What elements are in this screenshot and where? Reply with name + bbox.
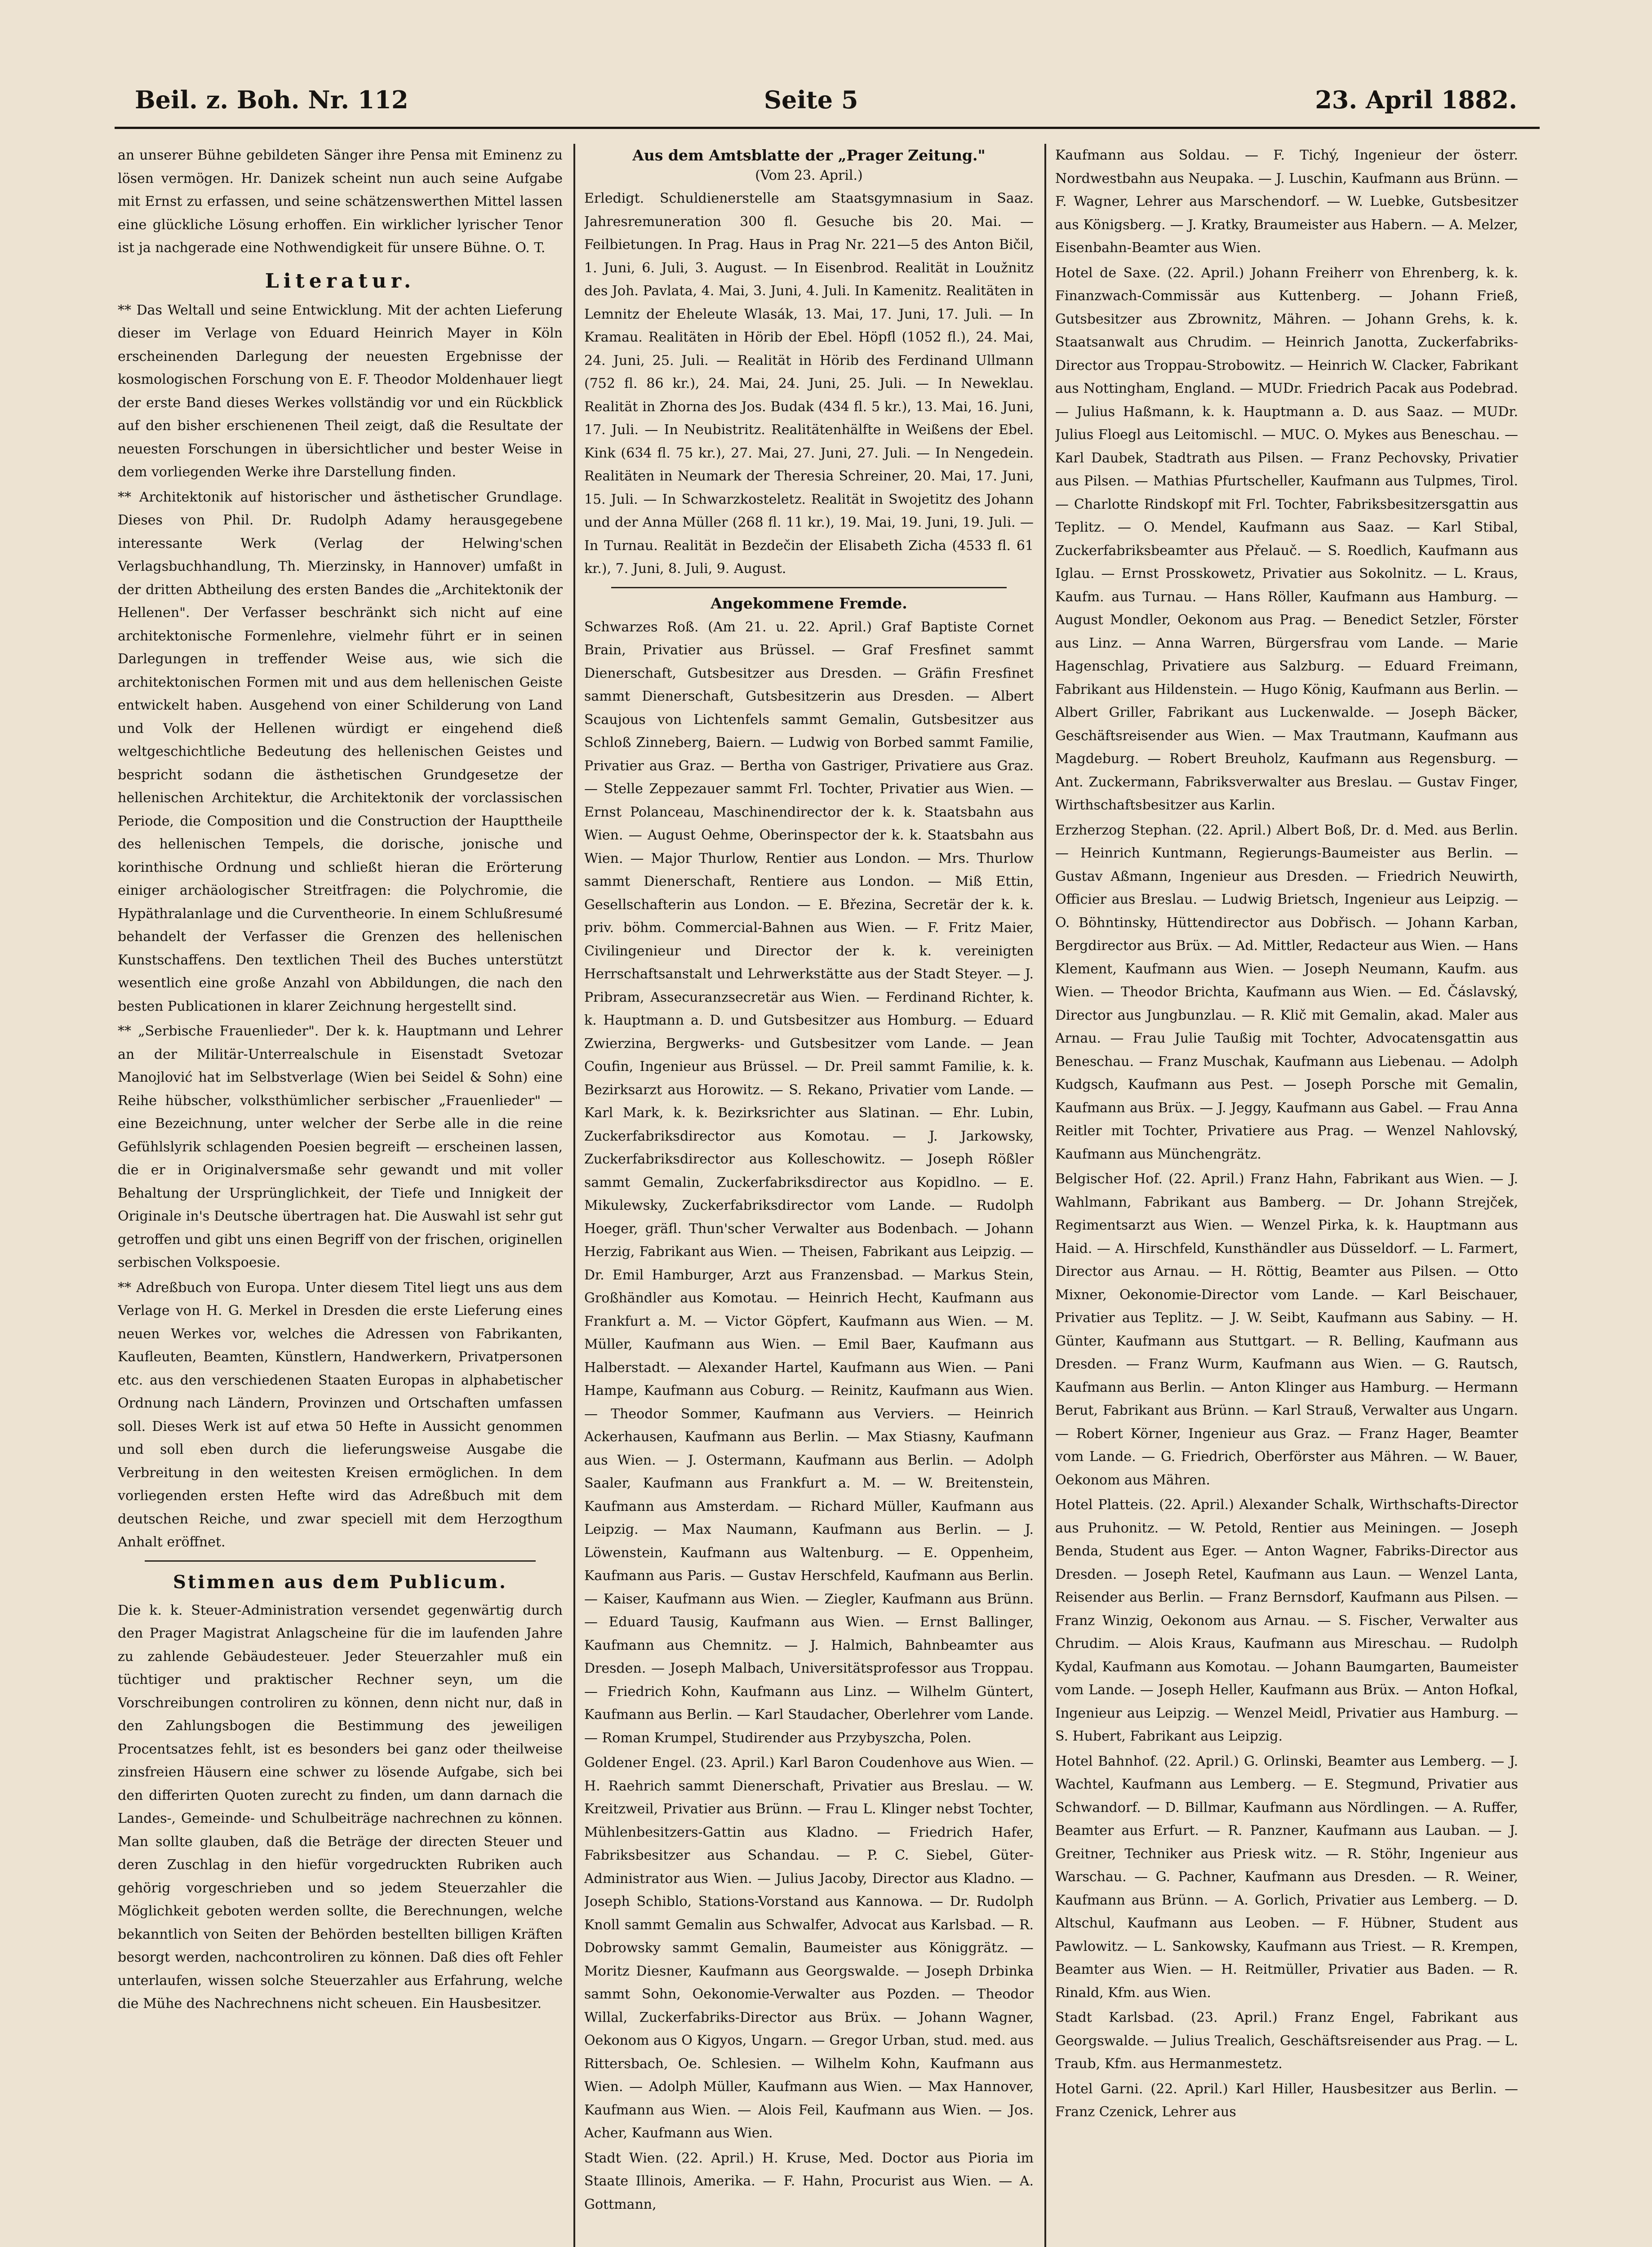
hotel-stadt-wien: Stadt Wien. (22. April.) H. Kruse, Med. Doctor aus Pioria im Staate Illinois, Amerika. — F. Hahn, Procurist aus Wien. — A. Gottmann,: [584, 2150, 1034, 2212]
theatre-review-end: an unserer Bühne gebildeten Sänger ihre Pensa mit Eminenz zu lösen vermögen. Hr. Danizek scheint nun auch seine Aufgabe mit Ernst zu erfassen, und seine schätzenswerthen Mittel lassen eine glückliche Lösung erhoffen. Ein wirklicher lyrischer Tenor ist ja nachgerade eine Nothwendigkeit für unsere Bühne. O. T.: [118, 147, 563, 256]
hotel-belgischer-hof: Belgischer Hof. (22. April.) Franz Hahn, Fabrikant aus Wien. — J. Wahlmann, Fabrikant aus Bamberg. — Dr. Johann Strejček, Regimentsarzt aus Wien. — Wenzel Pirka, k. k. Hauptmann aus Haid. — A. Hirschfeld, Kunsthändler aus Düsseldorf. — L. Farmert, Director aus Arnau. — H. Röttig, Beamter aus Pilsen. — Otto Mixner, Oekonomie-Director vom Lande. — Karl Beischauer, Privatier aus Teplitz. — J. W. Seibt, Kaufmann aus Sabiny. — H. Günter, Kaufmann aus Stuttgart. — R. Belling, Kaufmann aus Dresden. — Franz Wurm, Kaufmann aus Wien. — G. Rautsch, Kaufmann aus Berlin. — Anton Klinger aus Hamburg. — Hermann Berut, Fabrikant aus Brünn. — Karl Strauß, Verwalter aus Ungarn. — Robert Körner, Ingenieur aus Graz. — Franz Hager, Beamter vom Lande. — G. Friedrich, Oberförster aus Mähren. — W. Bauer, Oekonom aus Mähren.: [1055, 1171, 1518, 1488]
hotel-garni: Hotel Garni. (22. April.) Karl Hiller, Hausbesitzer aus Berlin. — Franz Czenick, Lehrer aus: [1055, 2081, 1518, 2120]
section-heading-fremde: Angekommene Fremde.: [711, 594, 907, 612]
hotel-erzherzog-stephan: Erzherzog Stephan. (22. April.) Albert Boß, Dr. d. Med. aus Berlin. — Heinrich Kuntmann, Regierungs-Baumeister aus Berlin. — Gustav Aßmann, Ingenieur aus Dresden. — Friedrich Neuwirth, Officier aus Breslau. — Ludwig Brietsch, Ingenieur aus Leipzig. — O. Böhntinsky, Hüttendirector aus Dobřisch. — Johann Karban, Bergdirector aus Brüx. — Ad. Mittler, Redacteur aus Wien. — Hans Klement, Kaufmann aus Wien. — Joseph Neumann, Kaufm. aus Wien. — Theodor Brichta, Kaufmann aus Wien. — Ed. Čáslavský, Director aus Jungbunzlau. — R. Klič mit Gemalin, akad. Maler aus Arnau. — Frau Julie Taußig mit Tochter, Advocatensgattin aus Beneschau. — Franz Muschak, Kaufmann aus Liebenau. — Adolph Kudgsch, Kaufmann aus Pest. — Joseph Porsche mit Gemalin, Kaufmann aus Brüx. — J. Jeggy, Kaufmann aus Gabel. — Frau Anna Reitler mit Tochter, Privatiere aus Prag. — Wenzel Nahlovský, Kaufmann aus Münchengrätz.: [1055, 822, 1518, 1162]
hotel-stadt-karlsbad: Stadt Karlsbad. (23. April.) Franz Engel, Fabrikant aus Georgswalde. — Julius Trealich, Geschäftsreisender aus Prag. — L. Traub, Kfm. aus Hermanmestetz.: [1055, 2010, 1518, 2072]
section-divider: [145, 1560, 536, 1562]
amtsblatt-date: (Vom 23. April.): [755, 168, 863, 183]
hotel-platteis: Hotel Platteis. (22. April.) Alexander Schalk, Wirthschafts-Director aus Pruhonitz. — W. Petold, Rentier aus Meiningen. — Joseph Benda, Student aus Eger. — Anton Wagner, Fabriks-Director aus Dresden. — Joseph Retel, Kaufmann aus Laun. — Wenzel Lanta, Reisender aus Berlin. — Franz Bernsdorf, Kaufmann aus Pilsen. — Franz Winzig, Oekonom aus Arnau. — S. Fischer, Verwalter aus Chrudim. — Alois Kraus, Kaufmann aus Mireschau. — Rudolph Kydal, Kaufmann aus Komotau. — Johann Baumgarten, Baumeister vom Lande. — Joseph Heller, Kaufmann aus Brüx. — Anton Hofkal, Ingenieur aus Leipzig. — Wenzel Meidl, Privatier aus Hamburg. — S. Hubert, Fabrikant aus Leipzig.: [1055, 1497, 1518, 1744]
section-heading-amtsblatt: Aus dem Amtsblatte der „Prager Zeitung.": [632, 147, 986, 164]
hotel-schwarzes-ross: Schwarzes Roß. (Am 21. u. 22. April.) Graf Baptiste Cornet Brain, Privatier aus Brüssel. — Graf Fresfinet sammt Dienerschaft, Gutsbesitzer aus Dresden. — Gräfin Fresfinet sammt Dienerschaft, Gutsbesitzerin aus Dresden. — Albert Scaujous von Lichtenfels sammt Gemalin, Gutsbesitzer aus Schloß Zinneberg, Baiern. — Ludwig von Borbed sammt Familie, Privatier aus Graz. — Bertha von Gastriger, Privatiere aus Graz. — Stelle Zeppezauer sammt Frl. Tochter, Privatier aus Wien. — Ernst Polanceau, Maschinendirector der k. k. Staatsbahn aus Wien. — August Oehme, Oberinspector der k. k. Staatsbahn aus Wien. — Major Thurlow, Rentier aus London. — Mrs. Thurlow sammt Dienerschaft, Rentiere aus London. — Miß Ettin, Gesellschafterin aus London. — E. Březina, Secretär der k. k. priv. böhm. Commercial-Bahnen aus Wien. — F. Fritz Maier, Civilingenieur und Director der k. k. vereinigten Herrschaftsanstalt und Lehrwerkstätte aus der Stadt Steyer. — J. Pribram, Assecuranzsecretär aus Wien. — Ferdinand Richter, k. k. Hauptmann a. D. und Gutsbesitzer aus Homburg. — Eduard Zwierzina, Bergwerks- und Gutsbesitzer vom Lande. — Jean Coufin, Ingenieur aus Brüssel. — Dr. Preil sammt Familie, k. k. Bezirksarzt aus Horowitz. — S. Rekano, Privatier vom Lande. — Karl Mark, k. k. Bezirksrichter aus Slatinan. — Ehr. Lubin, Zuckerfabriksdirector aus Komotau. — J. Jarkowsky, Zuckerfabriksdirector aus Kolleschowitz. — Joseph Rößler sammt Gemalin, Zuckerfabriksdirector aus Kopidlno. — E. Mikulewsky, Zuckerfabriksdirector vom Lande. — Rudolph Hoeger, gräfl. Thun'scher Verwalter aus Bodenbach. — Johann Herzig, Fabrikant aus Wien. — Theisen, Fabrikant aus Leipzig. — Dr. Emil Hamburger, Arzt aus Franzensbad. — Markus Stein, Großhändler aus Komotau. — Heinrich Hecht, Kaufmann aus Frankfurt a. M. — Victor Göpfert, Kaufmann aus Wien. — M. Müller, Kaufmann aus Wien. — Emil Baer, Kaufmann aus Halberstadt. — Alexander Hartel, Kaufmann aus Wien. — Pani Hampe, Kaufmann aus Coburg. — Reinitz, Kaufmann aus Wien. — Theodor Sommer, Kaufmann aus Verviers. — Heinrich Ackerhausen, Kaufmann aus Berlin. — Max Stiasny, Kaufmann aus Wien. — J. Ostermann, Kaufmann aus Berlin. — Adolph Saaler, Kaufmann aus Frankfurt a. M. — W. Breitenstein, Kaufmann aus Amsterdam. — Richard Müller, Kaufmann aus Leipzig. — Max Naumann, Kaufmann aus Berlin. — J. Löwenstein, Kaufmann aus Waltenburg. — E. Oppenheim, Kaufmann aus Paris. — Gustav Herschfeld, Kaufmann aus Berlin. — Kaiser, Kaufmann aus Wien. — Ziegler, Kaufmann aus Brünn. — Eduard Tausig, Kaufmann aus Wien. — Ernst Ballinger, Kaufmann aus Chemnitz. — J. Halmich, Bahnbeamter aus Dresden. — Joseph Malbach, Universitätsprofessor aus Troppau. — Friedrich Kohn, Kaufmann aus Linz. — Wilhelm Güntert, Kaufmann aus Berlin. — Karl Staudacher, Oberlehrer vom Lande. — Roman Krumpel, Studirender aus Przybyszcha, Polen.: [584, 619, 1034, 1746]
column-1: [118, 144, 563, 2247]
header-rule: [115, 127, 1540, 129]
column-rule-1: [573, 144, 575, 2247]
article-adressbuch: ** Adreßbuch von Europa. Unter diesem Titel liegt uns aus dem Verlage von H. G. Merkel in Dresden die erste Lieferung eines neuen Werkes vor, welches die Adressen von Fabrikanten, Kaufleuten, Beamten, Künstlern, Handwerkern, Privatpersonen etc. aus den verschiedenen Staaten Europas in alphabetischer Ordnung nach Ländern, Provinzen und Ortschaften umfassen soll. Dieses Werk ist auf etwa 50 Hefte in Aussicht genommen und soll eben durch die lieferungsweise Ausgabe die Verbreitung in den weitesten Kreisen ermöglichen. In dem vorliegenden ersten Hefte wird das Adreßbuch mit dem deutschen Reiche, und zwar speciell mit dem Herzogthum Anhalt eröffnet.: [118, 1279, 563, 1550]
column-rule-2: [1044, 144, 1046, 2247]
hotel-de-saxe: Hotel de Saxe. (22. April.) Johann Freiherr von Ehrenberg, k. k. Finanzwach-Commissär aus Kuttenberg. — Johann Frieß, Gutsbesitzer aus Zbrownitz, Mähren. — Johann Grehs, k. k. Staatsanwalt aus Chrudim. — Heinrich Janotta, Zuckerfabriks-Director aus Troppau-Strobowitz. — Heinrich W. Clacker, Fabrikant aus Nottingham, England. — MUDr. Friedrich Pacak aus Podebrad. — Julius Haßmann, k. k. Hauptmann a. D. aus Saaz. — MUDr. Julius Floegl aus Leitomischl. — MUC. O. Mykes aus Beneschau. — Karl Daubek, Stadtrath aus Pilsen. — Franz Pechovsky, Privatier aus Pilsen. — Mathias Pfurtscheller, Kaufmann aus Tulpmes, Tirol. — Charlotte Rindskopf mit Frl. Tochter, Fabriksbesitzersgattin aus Teplitz. — O. Mendel, Kaufmann aus Saaz. — Karl Stibal, Zuckerfabriksbeamter aus Přelauč. — S. Roedlich, Kaufmann aus Iglau. — Ernst Prosskowetz, Privatier aus Sokolnitz. — L. Kraus, Kaufm. aus Turnau. — Hans Röller, Kaufmann aus Hamburg. — August Mondler, Oekonom aus Prag. — Benedict Setzler, Förster aus Linz. — Anna Warren, Bürgersfrau vom Lande. — Marie Hagenschlag, Privatiere aus Salzburg. — Eduard Freimann, Fabrikant aus Hildenstein. — Hugo König, Kaufmann aus Berlin. — Albert Griller, Fabrikant aus Luckenwalde. — Joseph Bäcker, Geschäftsreisender aus Wien. — Max Trautmann, Kaufmann aus Magdeburg. — Robert Breuholz, Kaufmann aus Regensburg. — Ant. Zuckermann, Fabriksverwalter aus Breslau. — Gustav Finger, Wirthschaftsbesitzer aus Karlin.: [1055, 265, 1518, 813]
guest-list-continued: Kaufmann aus Soldau. — F. Tichý, Ingenieur der österr. Nordwestbahn aus Neupaka. — J. Luschin, Kaufmann aus Brünn. — F. Wagner, Lehrer aus Marschendorf. — W. Luebke, Gutsbesitzer aus Königsberg. — J. Kratky, Braumeister aus Habern. — A. Melzer, Eisenbahn-Beamter aus Wien.: [1055, 147, 1518, 256]
header-date: 23. April 1882.: [1315, 85, 1517, 114]
column-2: [584, 144, 1034, 2247]
amtsblatt-notices: Erledigt. Schuldienerstelle am Staatsgymnasium in Saaz. Jahresremuneration 300 fl. Gesuche bis 20. Mai. — Feilbietungen. In Prag. Haus in Prag Nr. 221—5 des Anton Bičil, 1. Juni, 6. Juli, 3. August. — In Eisenbrod. Realität in Loužnitz des Joh. Pavlata, 4. Mai, 3. Juni, 4. Juli. In Kamenitz. Realitäten in Lemnitz der Eheleute Wlasák, 13. Mai, 17. Juni, 17. Juli. — In Kramau. Realitäten in Hörib der Ebel. Höpfl (1052 fl.), 24. Mai, 24. Juni, 25. Juli. — Realität in Hörib des Ferdinand Ullmann (752 fl. 86 kr.), 24. Mai, 24. Juni, 25. Juli. — In Neweklau. Realität in Zhorna des Jos. Budak (434 fl. 5 kr.), 13. Mai, 16. Juni, 17. Juli. — In Neubistritz. Realitätenhälfte in Weißens der Ebel. Kink (634 fl. 75 kr.), 27. Mai, 27. Juni, 27. Juli. — In Nengedein. Realitäten in Neumark der Theresia Schreiner, 20. Mai, 17. Juni, 15. Juli. — In Schwarzkosteletz. Realität in Swojetitz des Johann und der Anna Müller (268 fl. 11 kr.), 19. Mai, 19. Juni, 19. Juli. — In Turnau. Realität in Bezdečin der Elisabeth Zicha (4533 fl. 61 kr.), 7. Juni, 8. Juli, 9. August.: [584, 191, 1034, 577]
section-heading-literatur: Literatur.: [265, 269, 416, 293]
column-3: [1055, 144, 1518, 2247]
section-divider: [611, 587, 1007, 588]
section-heading-stimmen: Stimmen aus dem Publicum.: [173, 1571, 507, 1593]
hotel-bahnhof: Hotel Bahnhof. (22. April.) G. Orlinski, Beamter aus Lemberg. — J. Wachtel, Kaufmann aus Lemberg. — E. Stegmund, Privatier aus Schwandorf. — D. Billmar, Kaufmann aus Nördlingen. — A. Ruffer, Beamter aus Erfurt. — R. Panzner, Kaufmann aus Lauban. — J. Greitner, Techniker aus Priesk witz. — R. Stöhr, Ingenieur aus Warschau. — G. Pachner, Kaufmann aus Dresden. — R. Weiner, Kaufmann aus Brünn. — A. Gorlich, Privatier aus Lemberg. — D. Altschul, Kaufmann aus Leoben. — F. Hübner, Student aus Pawlowitz. — L. Sankowsky, Kaufmann aus Triest. — R. Krempen, Beamter aus Wien. — H. Reitmüller, Privatier aus Baden. — R. Rinald, Kfm. aus Wien.: [1055, 1753, 1518, 2001]
article-architektonik: ** Architektonik auf historischer und ästhetischer Grundlage. Dieses von Phil. Dr. Rudolph Adamy herausgegebene interessante Werk (Verlag der Helwing'schen Verlagsbuchhandlung, Th. Mierzinsky, in Hannover) umfaßt in der dritten Abtheilung des ersten Bandes die „Architektonik der Hellenen". Der Verfasser beschränkt sich nicht auf eine architektonische Formenlehre, vielmehr führt er in seinen Darlegungen in treffender Weise aus, wie sich die architektonischen Formen mit und aus dem hellenischen Geiste entwickelt haben. Ausgehend von einer Schilderung von Land und Volk der Hellenen würdigt er eingehend dieß weltgeschichtliche Bedeutung des hellenischen Geistes und bespricht sodann die ästhetischen Grundgesetze der hellenischen Architektur, die Architektonik der vorclassischen Periode, die Composition und die Construction der Haupttheile des hellenischen Tempels, die dorische, jonische und korinthische Ordnung und schließt hieran die Erörterung einiger archäologischer Streitfragen: die Polychromie, die Hypäthralanlage und die Curventheorie. In einem Schlußresumé behandelt der Verfasser die Grenzen des hellenischen Kunstschaffens. Den textlichen Theil des Buches unterstützt wesentlich eine große Anzahl von Abbildungen, die nach den besten Publicationen in klarer Zeichnung hergestellt sind.: [118, 489, 563, 1014]
header-page-number: Seite 5: [764, 85, 858, 114]
article-steuer: Die k. k. Steuer-Administration versendet gegenwärtig durch den Prager Magistrat Anlagscheine für die im laufenden Jahre zu zahlende Gebäudesteuer. Jeder Steuerzahler muß ein tüchtiger und praktischer Rechner seyn, um die Vorschreibungen controliren zu können, denn nicht nur, daß in den Zahlungsbogen die Bestimmung des jeweiligen Procentsatzes fehlt, ist es besonders bei ganz oder theilweise zinsfreien Häusern eine schwer zu lösende Aufgabe, sich bei den differirten Quoten zurecht zu finden, um dann darnach die Landes-, Gemeinde- und Schulbeiträge nachrechnen zu können. Man sollte glauben, daß die Beträge der directen Steuer und deren Zuschlag in den hiefür vorgedruckten Rubriken auch gehörig vorgeschrieben und so jedem Steuerzahler die Möglichkeit geboten werden sollte, die Berechnungen, welche bekanntlich von Seiten der Behörden bestellten billigen Kräften besorgt werden, nachcontroliren zu können. Daß dies oft Fehler unterlaufen, wissen solche Steuerzahler aus Erfahrung, welche die Mühe des Nachrechnens nicht scheuen. Ein Hausbesitzer.: [118, 1602, 563, 2012]
page-header: [135, 85, 1517, 121]
hotel-goldener-engel: Goldener Engel. (23. April.) Karl Baron Coudenhove aus Wien. — H. Raehrich sammt Dienerschaft, Privatier aus Breslau. — W. Kreitzweil, Privatier aus Brünn. — Frau L. Klinger nebst Tochter, Mühlenbesitzers-Gattin aus Kladno. — Friedrich Hafer, Fabriksbesitzer aus Schandau. — P. C. Siebel, Güter-Administrator aus Wien. — Julius Jacoby, Director aus Kladno. — Joseph Schiblo, Stations-Vorstand aus Kannowa. — Dr. Rudolph Knoll sammt Gemalin aus Schwalfer, Advocat aus Karlsbad. — R. Dobrowsky sammt Gemalin, Baumeister aus Königgrätz. — Moritz Diesner, Kaufmann aus Georgswalde. — Joseph Drbinka sammt Sohn, Oekonomie-Verwalter aus Pozden. — Theodor Willal, Zuckerfabriks-Director aus Brüx. — Johann Wagner, Oekonom aus O Kigyos, Ungarn. — Gregor Urban, stud. med. aus Rittersbach, Oe. Schlesien. — Wilhelm Kohn, Kaufmann aus Wien. — Adolph Müller, Kaufmann aus Wien. — Max Hannover, Kaufmann aus Wien. — Alois Feil, Kaufmann aus Wien. — Jos. Acher, Kaufmann aus Wien.: [584, 1755, 1034, 2141]
article-frauenlieder: ** „Serbische Frauenlieder". Der k. k. Hauptmann und Lehrer an der Militär-Unterrealschule in Eisenstadt Svetozar Manojlović hat im Selbstverlage (Wien bei Seidel & Sohn) eine Reihe hübscher, volksthümlicher serbischer „Frauenlieder" — eine Bezeichnung, unter welcher der Serbe alle in die reine Gefühlslyrik schlagenden Poesien begreift — erscheinen lassen, die er in Originalversmaße sehr gewandt und mit voller Behaltung der Ursprünglichkeit, der Tiefe und Innigkeit der Originale in's Deutsche übertragen hat. Die Auswahl ist sehr gut getroffen und gibt uns einen Begriff von der frischen, originellen serbischen Volkspoesie.: [118, 1023, 563, 1270]
header-issue: Beil. z. Boh. Nr. 112: [135, 85, 409, 114]
article-weltall: ** Das Weltall und seine Entwicklung. Mit der achten Lieferung dieser im Verlage von Eduard Heinrich Mayer in Köln erscheinenden Darlegung der neuesten Ergebnisse der kosmologischen Forschung von E. F. Theodor Moldenhauer liegt der erste Band dieses Werkes vollständig vor und ein Rückblick auf den bisher erschienenen Theil zeigt, daß die Resultate der neuesten Forschungen in übersichtlicher und bester Weise in dem vorliegenden Werke ihre Darstellung finden.: [118, 302, 563, 480]
